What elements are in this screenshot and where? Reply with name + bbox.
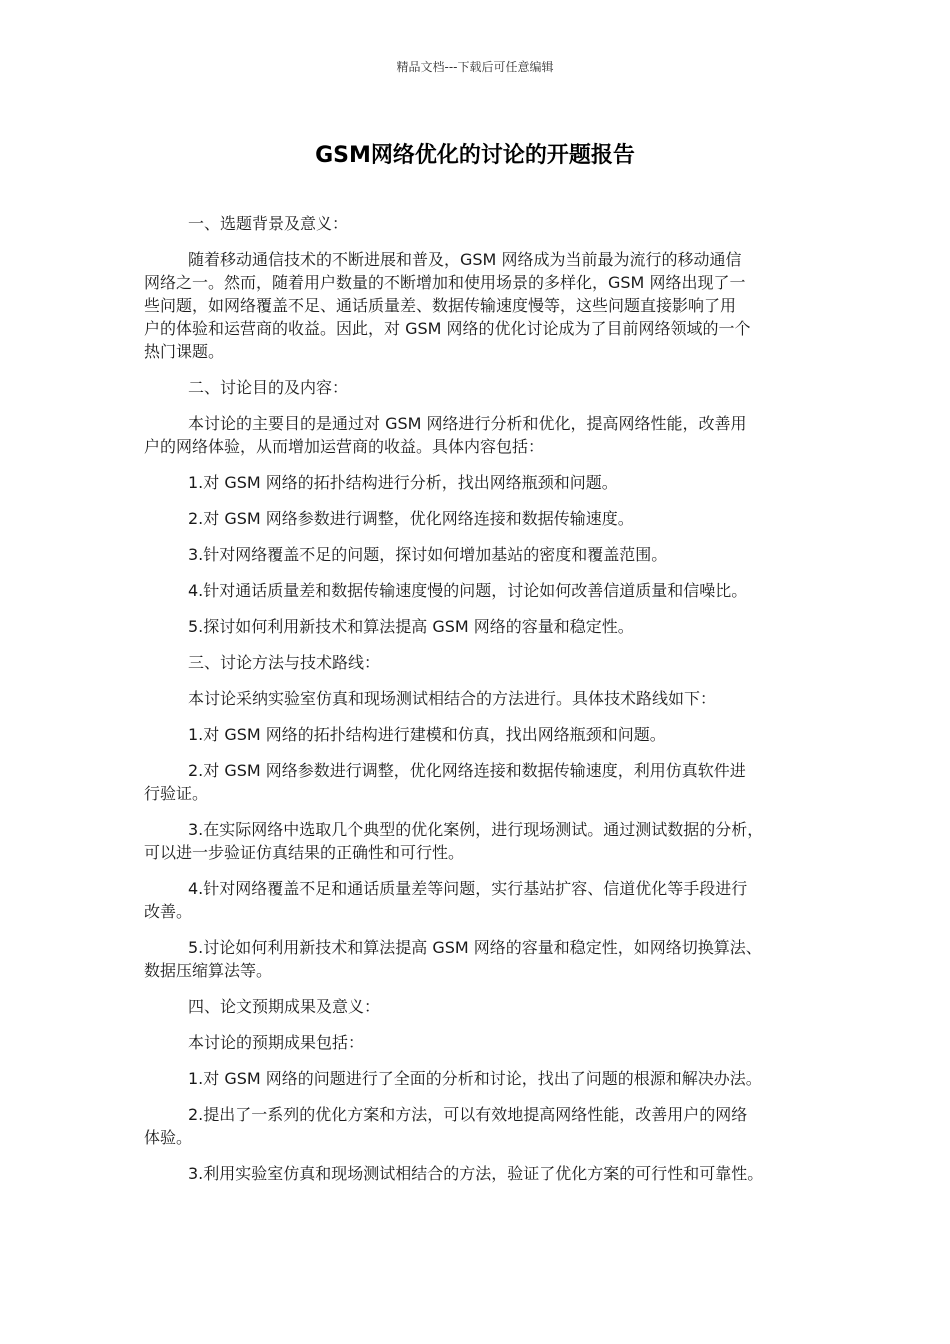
document-body [144,212,808,1198]
list-item: 2.提出了一系列的优化方案和方法，可以有效地提高网络性能，改善用户的网络 体验。 [144,1105,748,1147]
list-item: 3.在实际网络中选取几个典型的优化案例，进行现场测试。通过测试数据的分析， 可以进一步验证仿真结果的正确性和可行性。 [144,820,764,862]
list-item: 1.对 GSM 网络的问题进行了全面的分析和讨论，找出了问题的根源和解决办法。 [188,1069,762,1088]
list-item: 1.对 GSM 网络的拓扑结构进行分析，找出网络瓶颈和问题。 [188,473,618,492]
list-item: 5.探讨如何利用新技术和算法提高 GSM 网络的容量和稳定性。 [188,617,634,636]
list-item: 1.对 GSM 网络的拓扑结构进行建模和仿真，找出网络瓶颈和问题。 [188,725,666,744]
list-item: 2.对 GSM 网络参数进行调整，优化网络连接和数据传输速度，利用仿真软件进 行验证。 [144,761,746,803]
page-title: GSM网络优化的讨论的开题报告 [315,143,635,168]
list-item: 2.对 GSM 网络参数进行调整，优化网络连接和数据传输速度。 [188,509,634,528]
section-heading-background: 一、选题背景及意义： [188,214,349,233]
paragraph-purpose: 本讨论的主要目的是通过对 GSM 网络进行分析和优化，提高网络性能，改善用 户的网络体验，从而增加运营商的收益。具体内容包括： [144,414,747,456]
section-heading-method: 三、讨论方法与技术路线： [188,653,381,672]
list-item: 3.针对网络覆盖不足的问题，探讨如何增加基站的密度和覆盖范围。 [188,545,668,564]
list-item: 4.针对网络覆盖不足和通话质量差等问题，实行基站扩容、信道优化等手段进行 改善。 [144,879,748,921]
list-item: 5.讨论如何利用新技术和算法提高 GSM 网络的容量和稳定性，如网络切换算法、 数据压缩算法等。 [144,938,762,980]
header-note: 精品文档---下载后可任意编辑 [396,60,554,74]
list-item: 3.利用实验室仿真和现场测试相结合的方法，验证了优化方案的可行性和可靠性。 [188,1164,764,1183]
paragraph-background: 随着移动通信技术的不断进展和普及，GSM 网络成为当前最为流行的移动通信 网络之一。然而，随着用户数量的不断增加和使用场景的多样化，GSM 网络出现了一 些问题，如网络覆盖不足、通话质量差、数据传输速度慢等，这些问题直接影响了用 户的体验和运营商的收益。因此，对 GSM 网络的优化讨论成为了目前网络领域的一个 热门课题。 [144,250,751,361]
list-item: 4.针对通话质量差和数据传输速度慢的问题，讨论如何改善信道质量和信噪比。 [188,581,748,600]
section-heading-outcomes: 四、论文预期成果及意义： [188,997,381,1016]
paragraph-outcomes: 本讨论的预期成果包括： [188,1033,365,1052]
section-heading-purpose: 二、讨论目的及内容： [188,378,349,397]
paragraph-method: 本讨论采纳实验室仿真和现场测试相结合的方法进行。具体技术路线如下： [188,689,717,708]
